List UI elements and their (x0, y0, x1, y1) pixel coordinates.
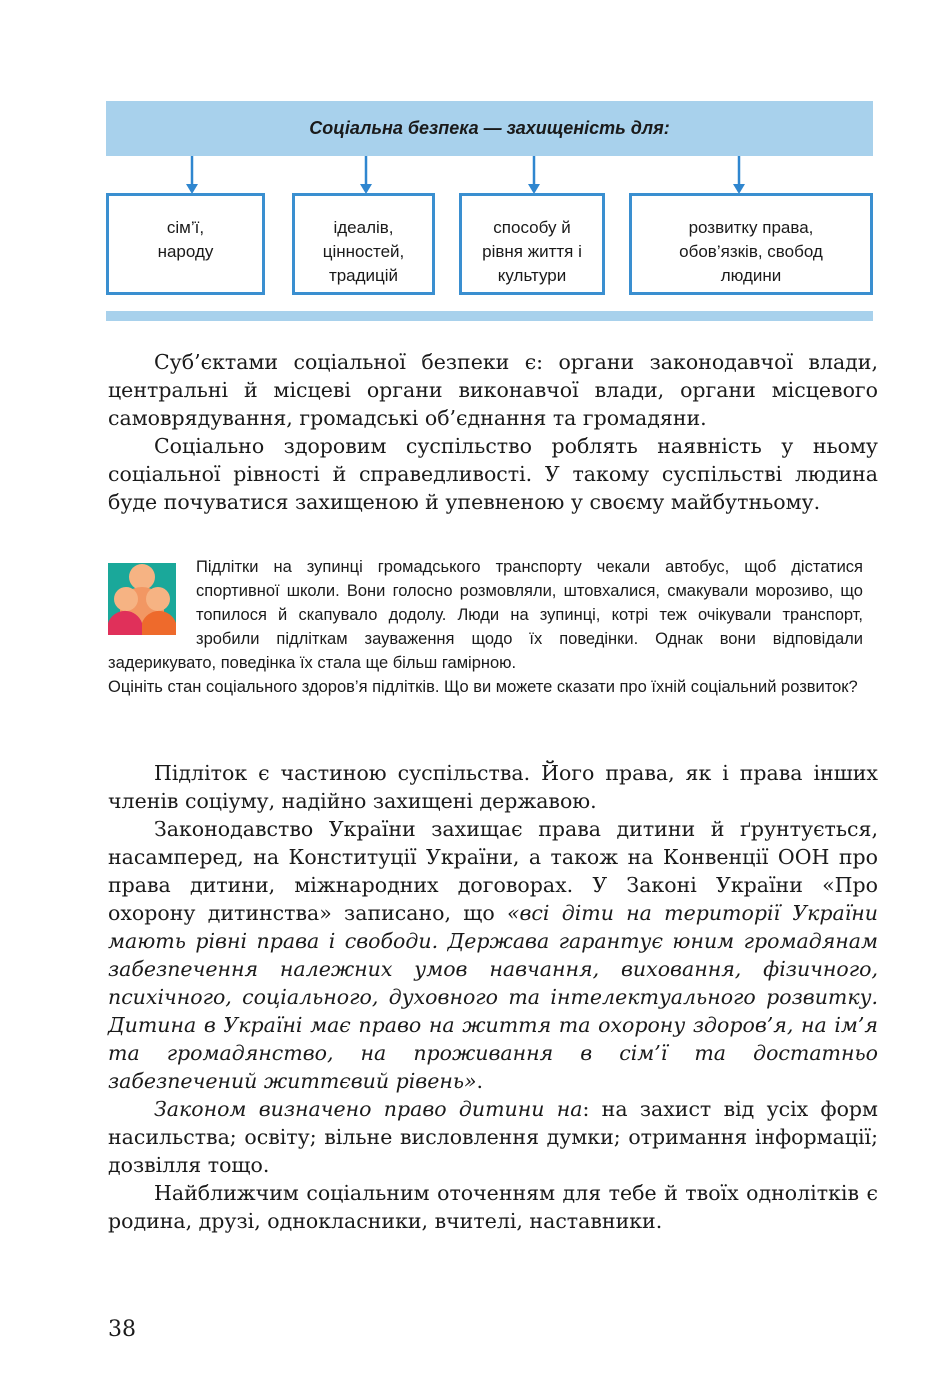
diagram-header: Соціальна безпека — захищеність для: (106, 101, 873, 156)
social-security-diagram (106, 101, 873, 321)
law-quote: «всі діти на території України мають рівні права і свободи. Держава гарантує юним громадянам забезпечення належних умов навчання, виховання, фізичного, психічного, соціального, духовного та інтелектуального розвитку. Дитина в Україні має право на життя та охорону здоров’я, на ім’я та громадянство, на проживання в сім’ї та достатньо забезпечений життєвий рівень» (108, 901, 878, 1093)
diagram-footer-bar (106, 311, 873, 321)
arrow-down-icon (527, 156, 541, 194)
paragraph (108, 1095, 878, 1179)
diagram-box-family: сім’ї, народу (106, 193, 265, 295)
diagram-box-ideals: ідеалів, цінностей, традицій (292, 193, 435, 295)
paragraph: Підліток є частиною суспільства. Його права, як і права інших членів соціуму, надійно захищені державою. (108, 761, 878, 813)
task-block (108, 555, 863, 699)
paragraph-text: . (476, 1069, 484, 1093)
page-number: 38 (108, 1317, 136, 1342)
group-discussion-icon (108, 559, 176, 635)
arrow-down-icon (359, 156, 373, 194)
paragraph (108, 815, 878, 1095)
paragraph: Соціально здоровим суспільство роблять наявність у ньому соціальної рівності й справедливості. У такому суспільстві людина буде почуватися захищеною й упевненою у своєму майбутньому. (108, 434, 878, 514)
diagram-box-lifestyle: способу й рівня життя і культури (459, 193, 605, 295)
paragraph: Найближчим соціальним оточенням для тебе й твоїх однолітків є родина, друзі, однокласники, вчителі, наставники. (108, 1181, 878, 1233)
arrow-down-icon (732, 156, 746, 194)
paragraph-text: Законодавство України захищає права дитини й ґрунтується, насамперед, на Конституції України, а також на Конвенції ООН про права дитини, міжнародних договорах. У Законі України «Про охорону дитинства» записано, що (108, 817, 878, 925)
arrow-down-icon (185, 156, 199, 194)
task-text: Підлітки на зупинці громадського транспорту чекали автобус, щоб дістатися спортивної школи. Вони голосно розмовляли, штовхалися, смакували морозиво, що топилося й скапувало додолу. Люди на зупинці, котрі теж очікували транспорт, зробили підліткам зауваження щодо їх поведінки. Однак вони відповідали задерикувато, поведінка їх стала ще більш гамірною. (108, 558, 863, 672)
paragraph-text: : на захист від усіх форм насильства; освіту; вільне висловлення думки; отримання інформації; дозвілля тощо. (108, 1097, 878, 1177)
body-text-bottom (108, 759, 878, 1235)
diagram-box-rights: розвитку права, обов’язків, свобод людини (629, 193, 873, 295)
body-text-top (108, 348, 878, 516)
task-question: Оцініть стан соціального здоров’я підлітків. Що ви можете сказати про їхній соціальний розвиток? (108, 678, 858, 696)
paragraph: Суб’єктами соціальної безпеки є: органи законодавчої влади, центральні й місцеві органи виконавчої влади, органи місцевого самоврядування, громадські об’єднання та громадяни. (108, 350, 878, 430)
emphasis-text: Законом визначено право дитини на (154, 1097, 583, 1121)
